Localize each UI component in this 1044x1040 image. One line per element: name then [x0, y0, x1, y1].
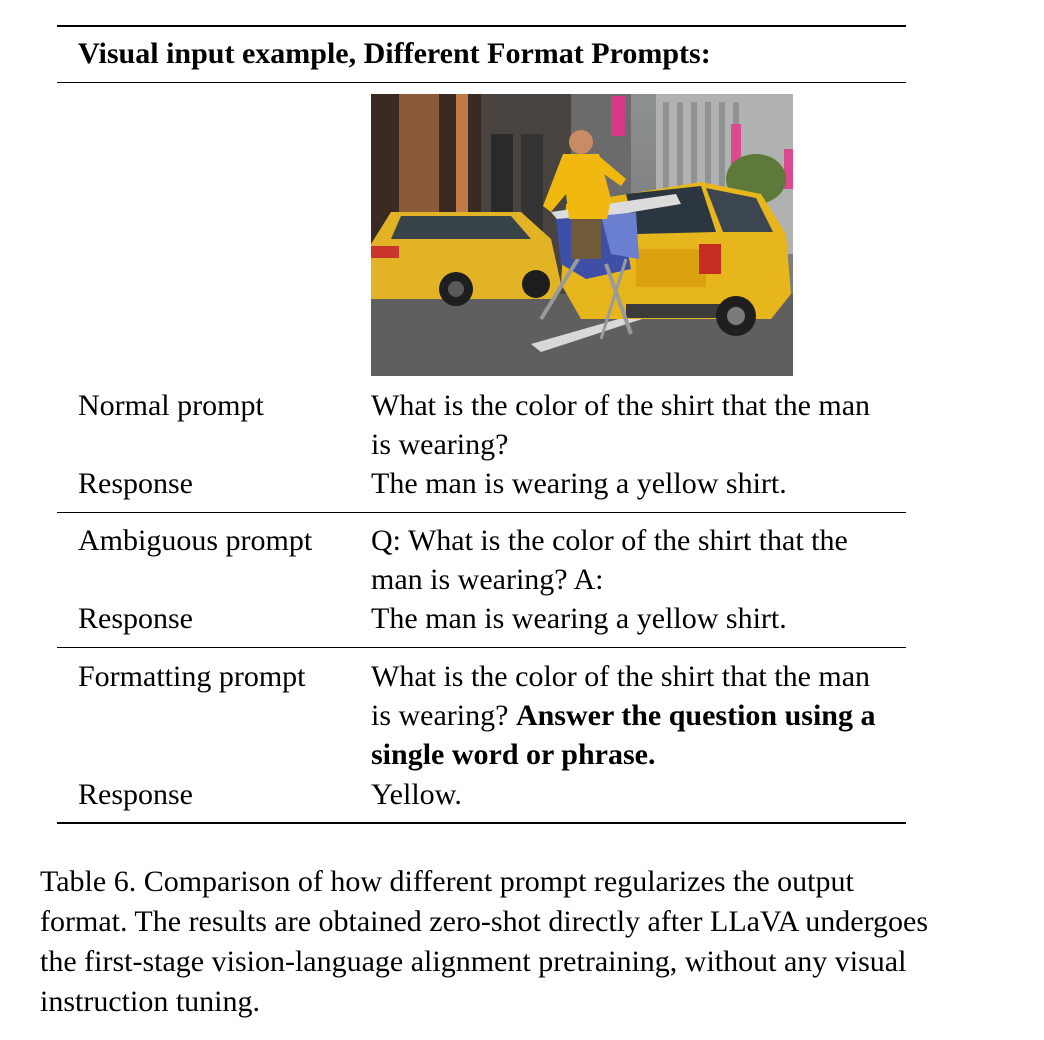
normal-prompt-text: What is the color of the shirt that the man is wearing?: [371, 389, 871, 461]
row-divider: [57, 647, 906, 648]
formatting-prompt-label: Formatting prompt: [78, 660, 306, 693]
ambiguous-response-text: The man is wearing a yellow shirt.: [371, 602, 787, 635]
example-photo: [371, 94, 793, 376]
table-header: Visual input example, Different Format Prompts:: [78, 37, 711, 70]
normal-prompt-label: Normal prompt: [78, 389, 264, 422]
top-rule: [57, 25, 906, 27]
bottom-rule: [57, 822, 906, 824]
ambiguous-prompt-label: Ambiguous prompt: [78, 524, 313, 557]
formatting-prompt-text: [371, 657, 891, 774]
formatting-prompt-plain: What is the color of the shirt that the man is wearing?: [371, 660, 871, 732]
ambiguous-response-label: Response: [78, 602, 193, 635]
table-caption: Table 6. Comparison of how different prompt regularizes the output format. The results are obtained zero-shot directly after LLaVA undergoes the first-stage vision-language alignment pretraining, without any visual instruction tuning.: [40, 865, 929, 1018]
ambiguous-prompt-text: Q: What is the color of the shirt that the man is wearing? A:: [371, 524, 848, 596]
formatting-prompt-bold: Answer the question using a single word or phrase.: [371, 699, 876, 771]
formatting-response-label: Response: [78, 778, 193, 811]
normal-response-text: The man is wearing a yellow shirt.: [371, 467, 787, 500]
row-divider: [57, 512, 906, 513]
normal-response-label: Response: [78, 467, 193, 500]
formatting-response-text: Yellow.: [371, 778, 462, 811]
header-rule: [57, 82, 906, 83]
